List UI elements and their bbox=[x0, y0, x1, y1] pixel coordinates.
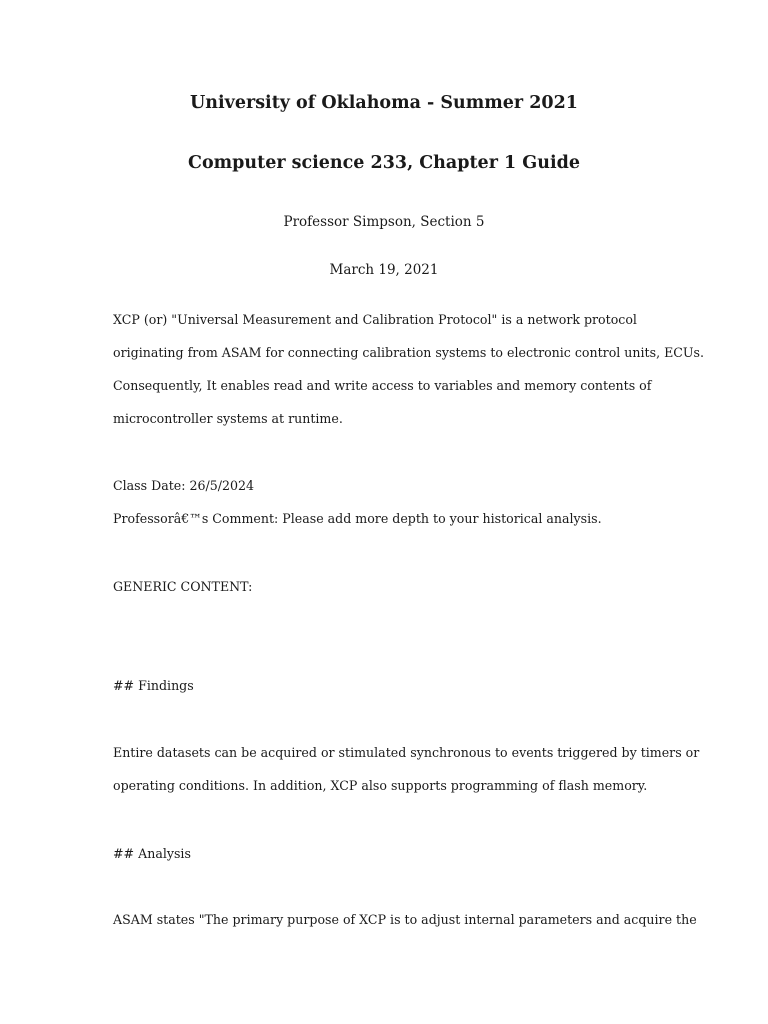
findings-line-1: Entire datasets can be acquired or stimulated synchronous to events triggered by timers or bbox=[113, 745, 700, 760]
findings-heading: ## Findings bbox=[113, 678, 194, 693]
analysis-line-1: ASAM states "The primary purpose of XCP is to adjust internal parameters and acquire the bbox=[113, 912, 697, 927]
intro-line-3: Consequently, It enables read and write access to variables and memory contents of bbox=[113, 378, 652, 393]
intro-line-1: XCP (or) "Universal Measurement and Calibration Protocol" is a network protocol bbox=[113, 312, 637, 327]
intro-line-2: originating from ASAM for connecting calibration systems to electronic control units, ECUs. bbox=[113, 345, 704, 360]
intro-line-4: microcontroller systems at runtime. bbox=[113, 411, 343, 426]
findings-line-2: operating conditions. In addition, XCP also supports programming of flash memory. bbox=[113, 778, 648, 793]
generic-content-label: GENERIC CONTENT: bbox=[113, 579, 253, 594]
class-date: Class Date: 26/5/2024 bbox=[113, 478, 255, 493]
professor-comment: Professorâ€™s Comment: Please add more depth to your historical analysis. bbox=[113, 511, 602, 526]
analysis-heading: ## Analysis bbox=[113, 846, 191, 861]
document-title-university: University of Oklahoma - Summer 2021 bbox=[190, 93, 578, 113]
document-title-course: Computer science 233, Chapter 1 Guide bbox=[188, 153, 580, 173]
professor-line: Professor Simpson, Section 5 bbox=[283, 214, 485, 230]
document-date: March 19, 2021 bbox=[329, 262, 439, 278]
